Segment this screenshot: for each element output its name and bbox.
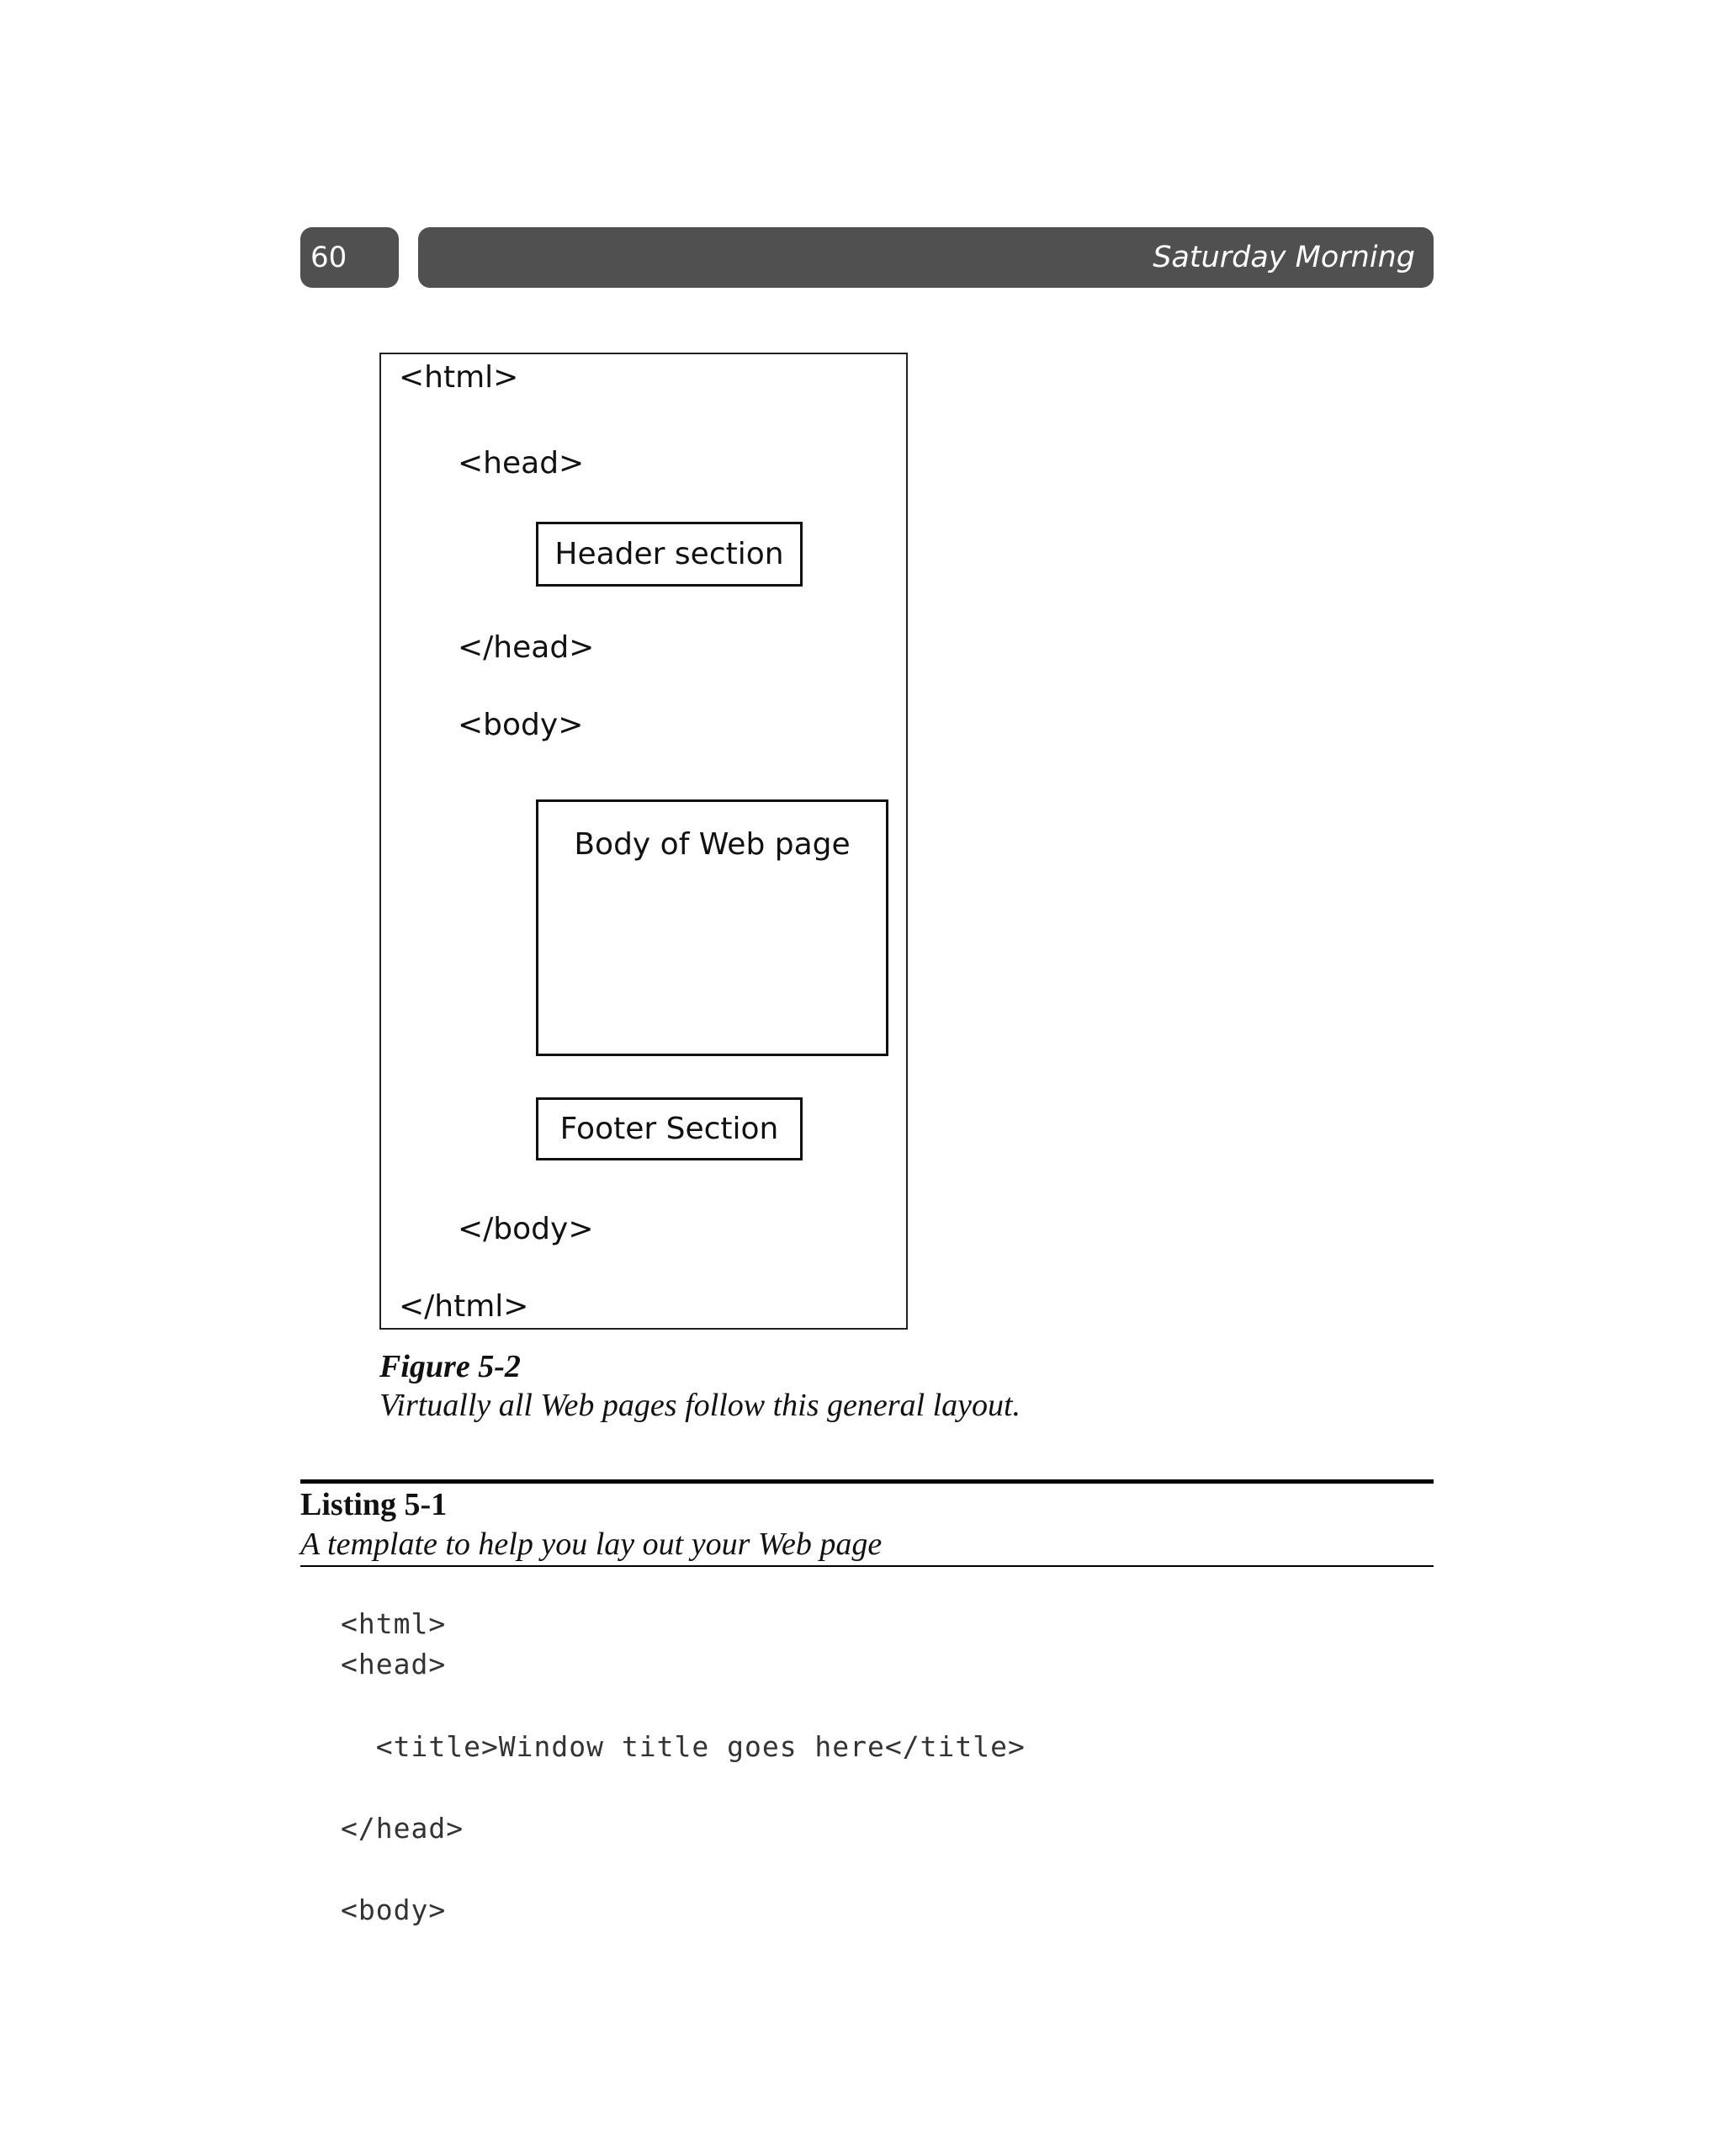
header-section-label: Header section <box>554 537 784 571</box>
code-line: <html> <box>341 1607 447 1640</box>
header-section-box <box>536 522 803 587</box>
listing-top-rule <box>300 1479 1434 1484</box>
listing-bottom-rule <box>300 1565 1434 1567</box>
footer-section-box <box>536 1097 803 1160</box>
tag-html-open: <html> <box>399 360 519 395</box>
body-section-box <box>536 799 888 1056</box>
running-header <box>418 227 1434 288</box>
code-line: <body> <box>341 1893 447 1926</box>
chapter-title: Saturday Morning <box>1153 241 1415 274</box>
body-section-label: Body of Web page <box>574 827 851 862</box>
tag-head-close: </head> <box>458 630 595 665</box>
footer-section-label: Footer Section <box>559 1112 779 1146</box>
code-line: </head> <box>341 1812 464 1845</box>
tag-html-close: </html> <box>399 1289 529 1324</box>
listing-title: A template to help you lay out your Web page <box>300 1527 883 1562</box>
figure-caption-text: Virtually all Web pages follow this general layout. <box>379 1388 1021 1423</box>
code-line: <head> <box>341 1648 447 1681</box>
tag-body-close: </body> <box>458 1212 594 1246</box>
page-number: 60 <box>300 227 399 288</box>
tag-body-open: <body> <box>458 708 584 742</box>
listing-label: Listing 5-1 <box>300 1487 448 1522</box>
tag-head-open: <head> <box>458 446 585 481</box>
code-line: <title>Window title goes here</title> <box>341 1730 1026 1763</box>
figure-caption-label: Figure 5-2 <box>379 1349 521 1384</box>
